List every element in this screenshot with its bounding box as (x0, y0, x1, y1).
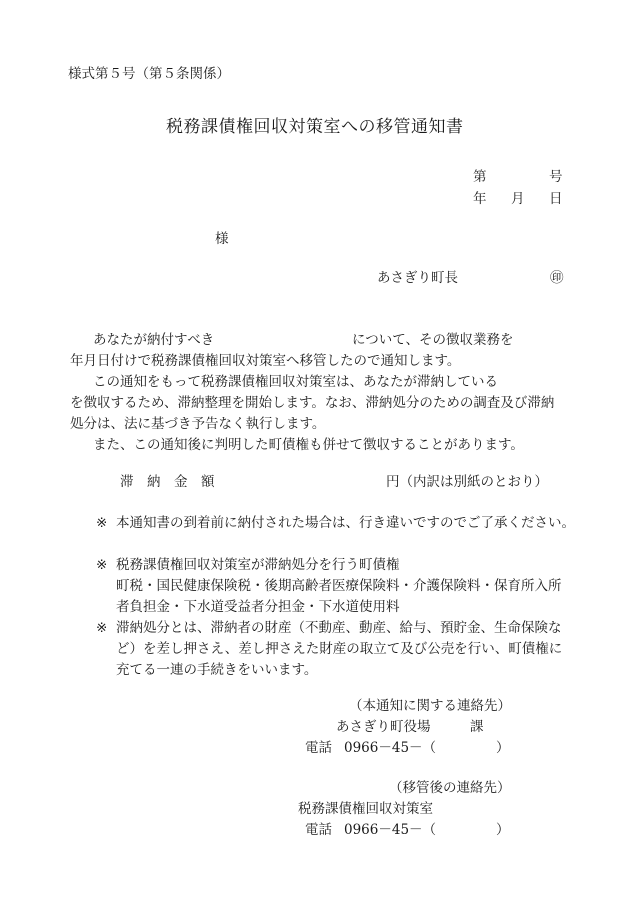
date-year: 年 (473, 191, 487, 207)
contact-2-phone: 0966－45－（ (344, 822, 437, 838)
note-3-line2: ど）を差し押さえ、差し押さえた財産の取立て及び公売を行い、町債権に (116, 641, 563, 657)
note-1-mark: ※ (96, 515, 108, 531)
date-month: 月 (511, 191, 525, 207)
arrears-label: 滞 納 金 額 (120, 474, 215, 490)
document-title: 税務課債権回収対策室への移管通知書 (166, 117, 464, 137)
contact-2-heading: （移管後の連絡先） (389, 780, 511, 796)
body-p1-line2: 年月日付けで税務課債権回収対策室へ移管したので通知します。 (70, 353, 461, 369)
body-p2-line3: 処分は、法に基づき予告なく執行します。 (70, 416, 326, 432)
contact-1-phone-close: ） (496, 740, 510, 756)
addressee-suffix: 様 (215, 231, 229, 247)
sender-name: あさぎり町長 (377, 270, 458, 286)
note-2-line1: 町税・国民健康保険税・後期高齢者医療保険料・介護保険料・保育所入所 (116, 578, 562, 594)
note-3-line3: 充てる一連の手続きをいいます。 (116, 662, 318, 678)
arrears-unit-note: 円（内訳は別紙のとおり） (386, 474, 548, 490)
note-3-mark: ※ (96, 620, 108, 636)
document-number-prefix: 第 (473, 169, 487, 185)
contact-1-office: あさぎり町役場 (336, 719, 431, 735)
form-label: 様式第５号（第５条関係） (68, 66, 230, 82)
seal-mark: ㊞ (550, 270, 564, 286)
body-p1-b: について、その徴収業務を (352, 332, 514, 348)
contact-1-phone-label: 電話 (305, 740, 332, 756)
note-2-line2: 者負担金・下水道受益者分担金・下水道使用料 (116, 599, 400, 615)
contact-1-dept-suffix: 課 (470, 719, 484, 735)
note-2-mark: ※ (96, 557, 108, 573)
document-number-suffix: 号 (549, 169, 563, 185)
note-2-title: 税務課債権回収対策室が滞納処分を行う町債権 (116, 557, 400, 573)
body-p2-line2: を徴収するため、滞納整理を開始します。なお、滞納処分のための調査及び滞納 (70, 395, 555, 411)
note-3-line1: 滞納処分とは、滞納者の財産（不動産、動産、給与、預貯金、生命保険な (116, 620, 562, 636)
body-p2-line1: この通知をもって税務課債権回収対策室は、あなたが滞納している (93, 374, 498, 390)
contact-2-office: 税務課債権回収対策室 (298, 801, 433, 817)
contact-2-phone-close: ） (496, 822, 510, 838)
date-day: 日 (549, 191, 563, 207)
contact-1-phone: 0966－45－（ (344, 740, 437, 756)
note-1-text: 本通知書の到着前に納付された場合は、行き違いですのでご了承ください。 (116, 515, 575, 531)
contact-2-phone-label: 電話 (305, 822, 332, 838)
body-p1-a: あなたが納付すべき (93, 332, 215, 348)
contact-1-heading: （本通知に関する連絡先） (349, 698, 511, 714)
body-p3-line1: また、この通知後に判明した町債権も併せて徴収することがあります。 (93, 437, 524, 453)
